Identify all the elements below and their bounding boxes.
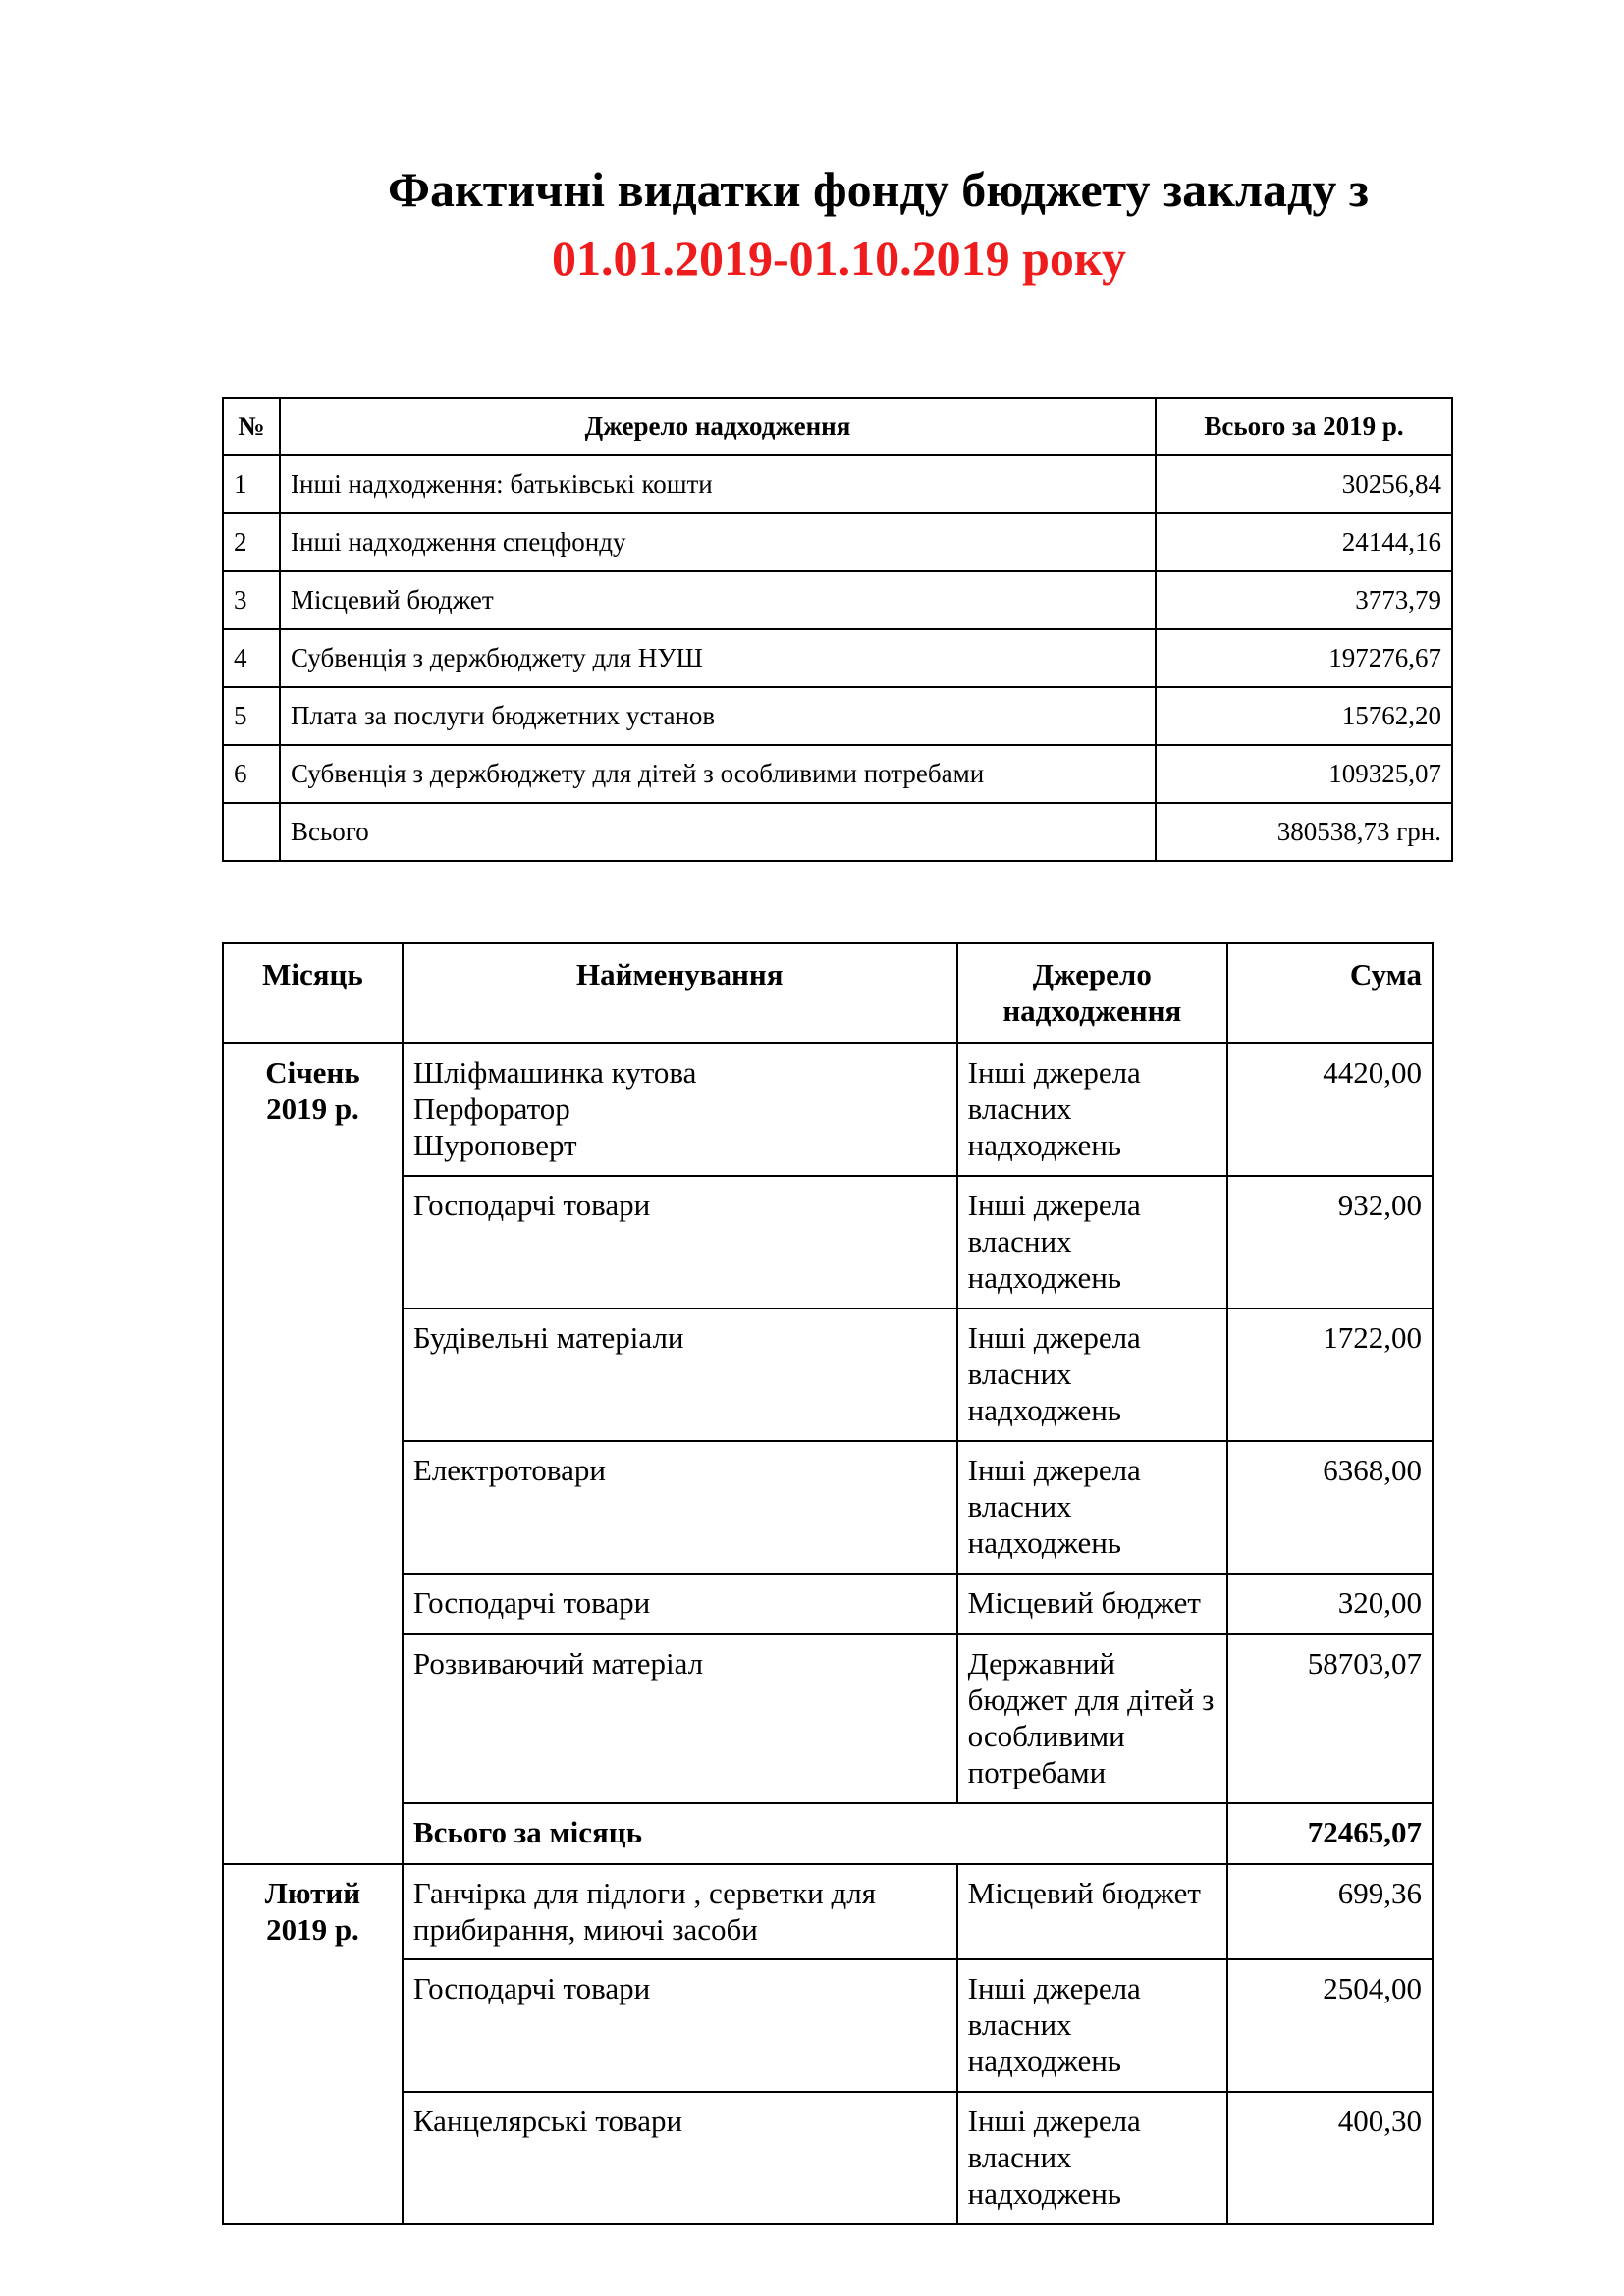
header-name: Найменування bbox=[403, 943, 957, 1043]
table-row bbox=[223, 455, 1452, 513]
table-row bbox=[223, 513, 1452, 571]
table-header-row bbox=[223, 943, 1433, 1043]
item-source: Інші джерела власних надходжень bbox=[957, 2092, 1227, 2224]
header-month: Місяць bbox=[223, 943, 403, 1043]
header-amount: Сума bbox=[1227, 943, 1433, 1043]
month-total-row bbox=[223, 1803, 1433, 1864]
item-name: Шліфмашинка кутова Перфоратор Шуроповерт bbox=[403, 1043, 957, 1176]
title-line-1: Фактичні видатки фонду бюджету закладу з bbox=[388, 162, 1369, 217]
table-row bbox=[223, 1574, 1433, 1634]
row-amount: 30256,84 bbox=[1156, 455, 1452, 513]
row-source: Інші надходження: батьківські кошти bbox=[280, 455, 1156, 513]
table-row bbox=[223, 1959, 1433, 2092]
item-amount: 6368,00 bbox=[1227, 1441, 1433, 1574]
month-cell: Лютий 2019 р. bbox=[223, 1864, 403, 2224]
row-number bbox=[223, 803, 280, 861]
table-row bbox=[223, 1864, 1433, 1959]
item-source: Інші джерела власних надходжень bbox=[957, 1308, 1227, 1441]
table-row bbox=[223, 629, 1452, 687]
row-number: 6 bbox=[223, 745, 280, 803]
item-amount: 932,00 bbox=[1227, 1176, 1433, 1308]
header-source: Джерело надходження bbox=[957, 943, 1227, 1043]
item-name: Господарчі товари bbox=[403, 1959, 957, 2092]
table-row bbox=[223, 803, 1452, 861]
row-source: Плата за послуги бюджетних установ bbox=[280, 687, 1156, 745]
header-source: Джерело надходження bbox=[280, 398, 1156, 455]
row-amount: 24144,16 bbox=[1156, 513, 1452, 571]
table-row bbox=[223, 1634, 1433, 1803]
row-number: 1 bbox=[223, 455, 280, 513]
header-number: № bbox=[223, 398, 280, 455]
item-amount: 699,36 bbox=[1227, 1864, 1433, 1959]
row-source: Субвенція з держбюджету для НУШ bbox=[280, 629, 1156, 687]
item-amount: 320,00 bbox=[1227, 1574, 1433, 1634]
item-source: Місцевий бюджет bbox=[957, 1574, 1227, 1634]
row-amount: 109325,07 bbox=[1156, 745, 1452, 803]
item-amount: 4420,00 bbox=[1227, 1043, 1433, 1176]
document-title bbox=[0, 155, 1624, 293]
table-row bbox=[223, 1308, 1433, 1441]
month-total-label: Всього за місяць bbox=[403, 1803, 1227, 1864]
item-amount: 1722,00 bbox=[1227, 1308, 1433, 1441]
item-amount: 58703,07 bbox=[1227, 1634, 1433, 1803]
item-name: Канцелярські товари bbox=[403, 2092, 957, 2224]
row-amount: 197276,67 bbox=[1156, 629, 1452, 687]
table-row bbox=[223, 2092, 1433, 2224]
item-source: Державний бюджет для дітей з особливими потребами bbox=[957, 1634, 1227, 1803]
item-source: Інші джерела власних надходжень bbox=[957, 1176, 1227, 1308]
item-amount: 400,30 bbox=[1227, 2092, 1433, 2224]
item-name: Будівельні матеріали bbox=[403, 1308, 957, 1441]
item-name: Господарчі товари bbox=[403, 1176, 957, 1308]
table-row bbox=[223, 1441, 1433, 1574]
item-source: Інші джерела власних надходжень bbox=[957, 1959, 1227, 2092]
title-period: 01.01.2019-01.10.2019 року bbox=[551, 231, 1127, 286]
table-row bbox=[223, 571, 1452, 629]
row-amount: 380538,73 грн. bbox=[1156, 803, 1452, 861]
table-row bbox=[223, 745, 1452, 803]
month-total-amount: 72465,07 bbox=[1227, 1803, 1433, 1864]
row-source: Місцевий бюджет bbox=[280, 571, 1156, 629]
table-row bbox=[223, 1043, 1433, 1176]
row-source: Всього bbox=[280, 803, 1156, 861]
row-number: 4 bbox=[223, 629, 280, 687]
item-source: Інші джерела власних надходжень bbox=[957, 1441, 1227, 1574]
month-cell: Січень 2019 р. bbox=[223, 1043, 403, 1864]
row-amount: 15762,20 bbox=[1156, 687, 1452, 745]
row-number: 2 bbox=[223, 513, 280, 571]
item-source: Місцевий бюджет bbox=[957, 1864, 1227, 1959]
row-source: Субвенція з держбюджету для дітей з особливими потребами bbox=[280, 745, 1156, 803]
income-sources-table bbox=[222, 397, 1453, 862]
row-number: 3 bbox=[223, 571, 280, 629]
row-amount: 3773,79 bbox=[1156, 571, 1452, 629]
item-amount: 2504,00 bbox=[1227, 1959, 1433, 2092]
item-source: Інші джерела власних надходжень bbox=[957, 1043, 1227, 1176]
table-row bbox=[223, 1176, 1433, 1308]
table-header-row bbox=[223, 398, 1452, 455]
row-source: Інші надходження спецфонду bbox=[280, 513, 1156, 571]
item-name: Господарчі товари bbox=[403, 1574, 957, 1634]
table-row bbox=[223, 687, 1452, 745]
item-name: Електротовари bbox=[403, 1441, 957, 1574]
row-number: 5 bbox=[223, 687, 280, 745]
expenses-table bbox=[222, 942, 1434, 2225]
header-total: Всього за 2019 р. bbox=[1156, 398, 1452, 455]
item-name: Розвиваючий матеріал bbox=[403, 1634, 957, 1803]
item-name: Ганчірка для підлоги , серветки для прибирання, миючі засоби bbox=[403, 1864, 957, 1959]
